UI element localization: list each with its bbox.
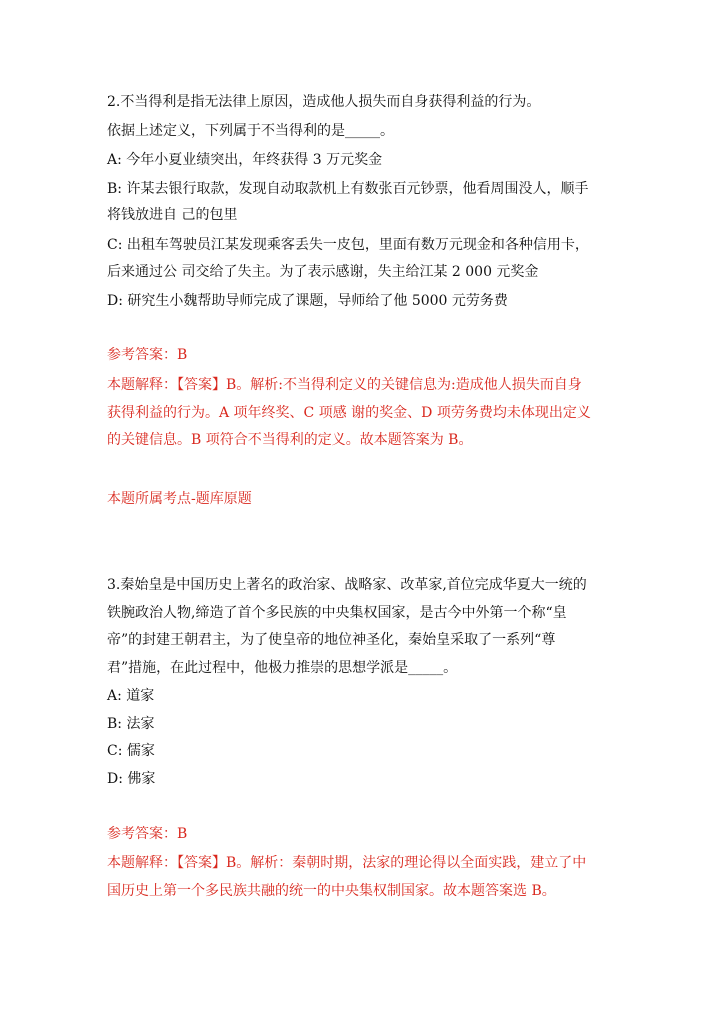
q2-option-c-line1: C: 出租车驾驶员江某发现乘客丢失一皮包，里面有数万元现金和各种信用卡， bbox=[107, 237, 589, 253]
q3-option-b: B: 法家 bbox=[107, 716, 155, 732]
q2-explanation-line2: 获得利益的行为。A 项年终奖、C 项感 谢的奖金、D 项劳务费均未体现出定义 bbox=[107, 405, 591, 421]
q3-stem-line4: 君”措施，在此过程中，他极力推崇的思想学派是_____。 bbox=[107, 660, 458, 676]
q2-option-d: D: 研究生小魏帮助导师完成了课题，导师给了他 5000 元劳务费 bbox=[107, 293, 508, 309]
q2-explanation-line3: 的关键信息。B 项符合不当得利的定义。故本题答案为 B。 bbox=[107, 432, 473, 448]
q2-option-b-line2: 将钱放进自 己的包里 bbox=[107, 207, 238, 223]
q3-option-d: D: 佛家 bbox=[107, 771, 156, 787]
q3-explanation-line2: 国历史上第一个多民族共融的统一的中央集权制国家。故本题答案选 B。 bbox=[107, 883, 556, 899]
q2-prompt: 依据上述定义，下列属于不当得利的是_____。 bbox=[107, 123, 394, 139]
q2-option-c-line2: 后来通过公 司交给了失主。为了表示感谢，失主给江某 2 000 元奖金 bbox=[107, 264, 539, 280]
q3-option-a: A: 道家 bbox=[107, 688, 155, 704]
q2-stem: 2.不当得利是指无法律上原因，造成他人损失而自身获得利益的行为。 bbox=[107, 94, 541, 110]
q2-answer: 参考答案：B bbox=[107, 347, 188, 363]
q3-stem-line2: 铁腕政治人物,缔造了首个多民族的中央集权国家，是古今中外第一个称“皇 bbox=[107, 605, 567, 621]
q2-option-a: A: 今年小夏业绩突出，年终获得 3 万元奖金 bbox=[107, 152, 383, 168]
q2-option-b-line1: B: 许某去银行取款，发现自动取款机上有数张百元钞票，他看周围没人，顺手 bbox=[107, 181, 589, 197]
q3-answer: 参考答案：B bbox=[107, 826, 188, 842]
q3-stem-line1: 3.秦始皇是中国历史上著名的政治家、战略家、改革家,首位完成华夏大一统的 bbox=[107, 577, 587, 593]
q2-category: 本题所属考点-题库原题 bbox=[107, 491, 252, 507]
q2-explanation-line1: 本题解释：【答案】B。解析:不当得利定义的关键信息为:造成他人损失而自身 bbox=[107, 377, 582, 393]
q3-stem-line3: 帝”的封建王朝君主，为了使皇帝的地位神圣化，秦始皇采取了一系列“尊 bbox=[107, 632, 556, 648]
q3-option-c: C: 儒家 bbox=[107, 743, 155, 759]
q3-explanation-line1: 本题解释：【答案】B。解析：秦朝时期，法家的理论得以全面实践，建立了中 bbox=[107, 855, 587, 871]
